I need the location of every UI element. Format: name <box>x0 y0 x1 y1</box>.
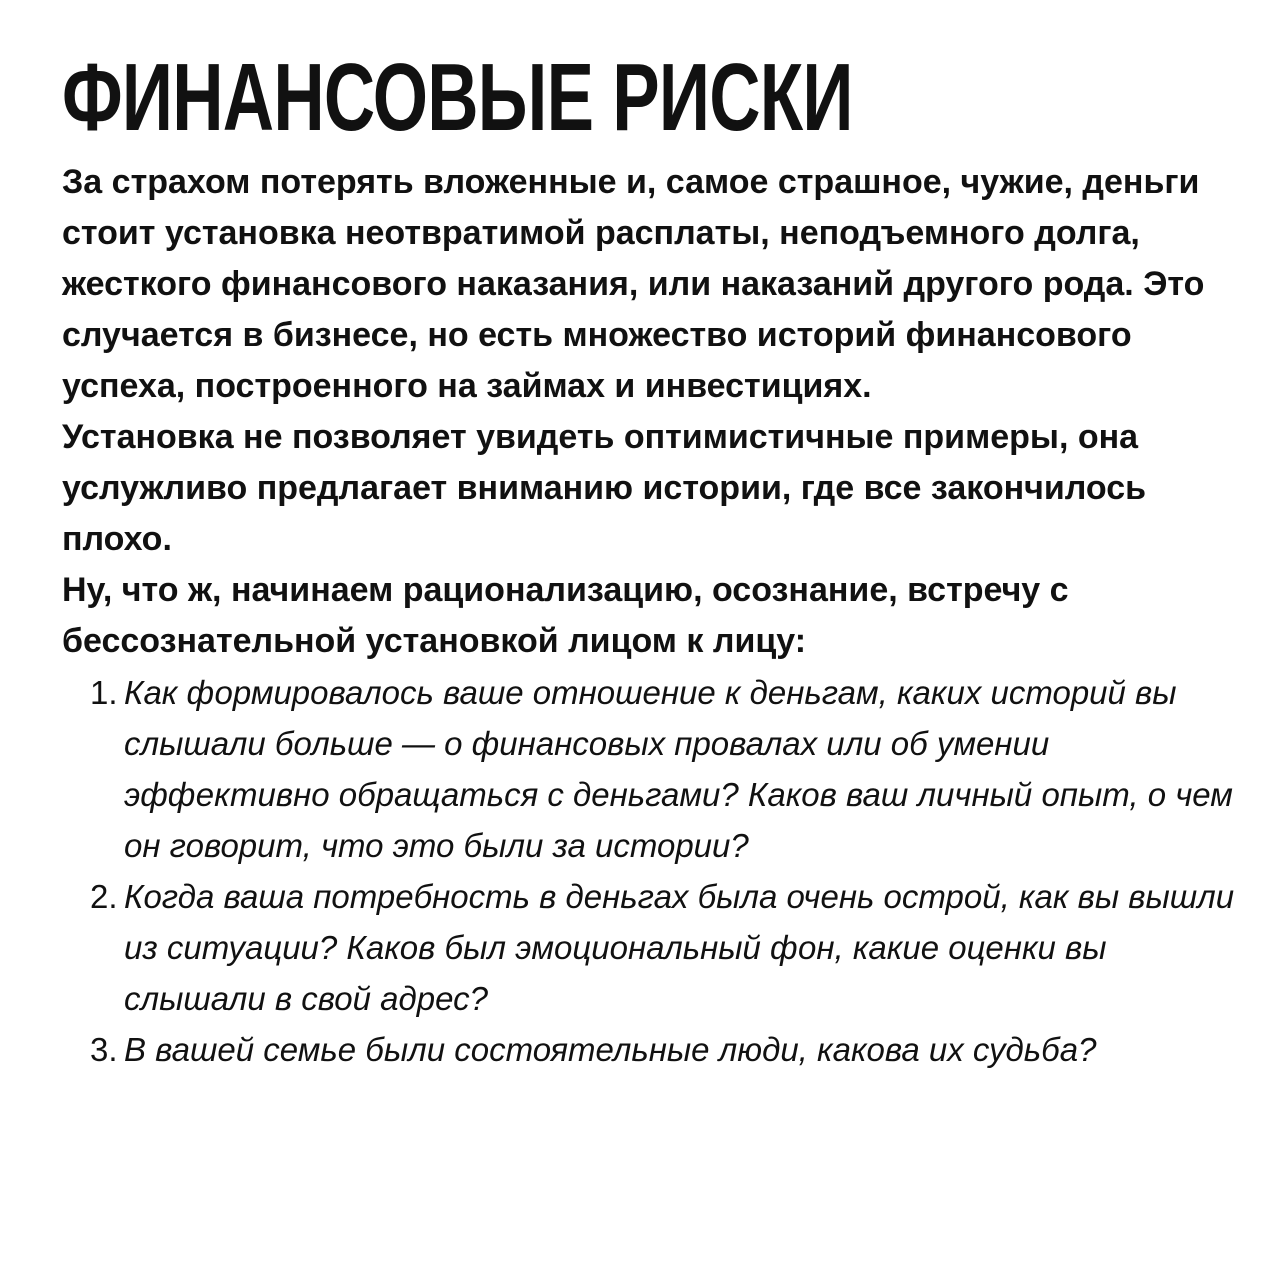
list-item-text: В вашей семье были состоятельные люди, какова их судьба? <box>124 1031 1097 1068</box>
list-item-number: 3. <box>90 1031 118 1068</box>
paragraph: Ну, что ж, начинаем рационализацию, осознание, встречу с бессознательной установкой лицом к лицу: <box>62 571 1069 660</box>
list-item <box>62 871 1254 1024</box>
question-list <box>62 667 1262 1075</box>
list-item <box>62 667 1254 871</box>
page-title: ФИНАНСОВЫЕ РИСКИ <box>62 44 853 151</box>
list-item-number: 1. <box>90 674 118 711</box>
list-item-text: Как формировалось ваше отношение к деньгам, каких историй вы слышали больше — о финансовых провалах или об умении эффективно обращаться с деньгами? Каков ваш личный опыт, о чем он говорит, что это были за истории? <box>124 674 1233 864</box>
intro-text <box>62 157 1252 667</box>
list-item-number: 2. <box>90 878 118 915</box>
list-item-text: Когда ваша потребность в деньгах была очень острой, как вы вышли из ситуации? Каков был эмоциональный фон, какие оценки вы слышали в свой адрес? <box>124 878 1235 1017</box>
paragraph: За страхом потерять вложенные и, самое страшное, чужие, деньги стоит установка неотвратимой расплаты, неподъемного долга, жесткого финансового наказания, или наказаний другого рода. Это случается в бизнесе, но есть множество историй финансового успеха, построенного на займах и инвестициях. <box>62 163 1205 405</box>
document-page <box>62 44 1262 1075</box>
list-item <box>62 1024 1254 1075</box>
paragraph: Установка не позволяет увидеть оптимистичные примеры, она услужливо предлагает вниманию истории, где все закончилось плохо. <box>62 418 1147 558</box>
